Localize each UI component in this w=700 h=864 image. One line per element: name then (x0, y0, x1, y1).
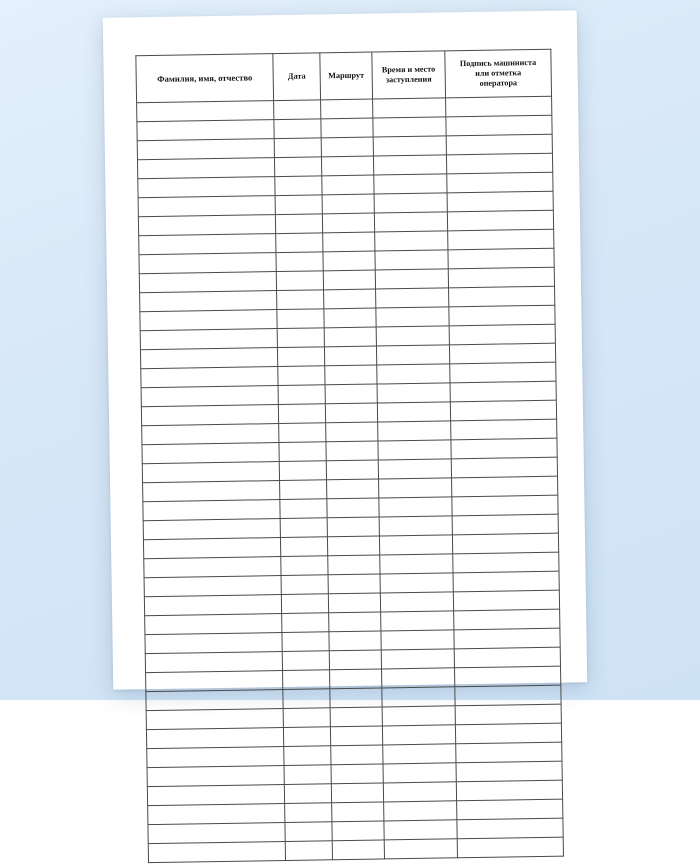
table-cell-date (279, 442, 326, 462)
table-cell-date (277, 328, 324, 348)
table-cell-fio (143, 500, 280, 521)
table-cell-date (280, 499, 327, 519)
table-cell-fio (139, 253, 276, 274)
table-cell-date (282, 613, 329, 633)
table-cell-date (275, 195, 322, 215)
table-cell-fio (148, 823, 285, 844)
column-header-signature: Подпись машиниста или отметка оператора (445, 49, 552, 98)
table-cell-route (325, 365, 377, 385)
table-cell-date (276, 252, 323, 272)
table-cell-fio (142, 462, 279, 483)
table-cell-date (282, 651, 329, 671)
table-cell-sign (449, 305, 555, 326)
table-cell-time (379, 516, 452, 536)
table-cell-route (330, 688, 382, 708)
table-cell-date (275, 214, 322, 234)
table-cell-fio (140, 329, 277, 350)
table-cell-date (276, 233, 323, 253)
table-cell-date (274, 138, 321, 158)
table-cell-fio (141, 386, 278, 407)
table-cell-sign (455, 666, 561, 687)
table-cell-route (329, 612, 381, 632)
table-cell-time (372, 98, 445, 118)
table-cell-sign (452, 514, 558, 535)
table-cell-route (324, 308, 376, 328)
table-cell-date (285, 841, 332, 861)
table-cell-route (328, 593, 380, 613)
table-cell-route (330, 707, 382, 727)
table-cell-fio (140, 348, 277, 369)
column-header-date: Дата (273, 53, 321, 101)
table-cell-route (332, 840, 384, 860)
table-cell-fio (140, 291, 277, 312)
table-cell-fio (141, 367, 278, 388)
table-cell-fio (139, 234, 276, 255)
table-cell-fio (144, 557, 281, 578)
table-cell-time (383, 763, 456, 783)
table-cell-time (377, 402, 450, 422)
column-header-route: Маршрут (320, 52, 373, 100)
table-cell-sign (455, 723, 561, 744)
table-cell-fio (145, 652, 282, 673)
table-cell-time (377, 364, 450, 384)
table-cell-sign (449, 324, 555, 345)
table-cell-date (281, 556, 328, 576)
table-cell-route (326, 441, 378, 461)
table-cell-route (329, 650, 381, 670)
table-cell-time (379, 535, 452, 555)
table-cell-fio (146, 709, 283, 730)
table-cell-date (281, 594, 328, 614)
table-cell-route (332, 821, 384, 841)
table-cell-route (330, 726, 382, 746)
table-cell-route (328, 574, 380, 594)
table-cell-time (380, 573, 453, 593)
table-cell-route (323, 232, 375, 252)
table-cell-fio (147, 747, 284, 768)
table-cell-time (382, 725, 455, 745)
table-cell-route (329, 631, 381, 651)
table-cell-time (384, 820, 457, 840)
table-cell-time (376, 326, 449, 346)
table-cell-sign (446, 96, 552, 117)
table-cell-date (280, 518, 327, 538)
table-cell-date (275, 176, 322, 196)
table-cell-route (321, 137, 373, 157)
table-cell-date (284, 784, 331, 804)
table-cell-date (283, 670, 330, 690)
table-cell-fio (139, 272, 276, 293)
table-cell-fio (138, 196, 275, 217)
table-cell-date (279, 461, 326, 481)
table-cell-date (284, 746, 331, 766)
table-cell-time (382, 706, 455, 726)
table-cell-route (325, 403, 377, 423)
table-cell-fio (145, 633, 282, 654)
table-cell-time (375, 250, 448, 270)
column-header-fio: Фамилия, имя, отчество (136, 54, 274, 103)
table-area (135, 49, 560, 661)
table-cell-sign (453, 590, 559, 611)
column-header-time: Время и место заступления (372, 51, 446, 99)
table-cell-time (383, 744, 456, 764)
table-cell-date (284, 765, 331, 785)
table-cell-route (327, 536, 379, 556)
table-cell-date (275, 157, 322, 177)
table-cell-fio (148, 841, 285, 862)
table-cell-sign (455, 685, 561, 706)
table-cell-sign (448, 229, 554, 250)
table-body (137, 96, 564, 862)
table-cell-route (321, 118, 373, 138)
table-cell-time (373, 117, 446, 137)
table-cell-sign (446, 115, 552, 136)
table-cell-route (325, 384, 377, 404)
log-table (135, 49, 564, 863)
table-cell-time (380, 554, 453, 574)
table-cell-fio (147, 785, 284, 806)
table-cell-time (374, 212, 447, 232)
table-cell-fio (143, 481, 280, 502)
table-cell-time (382, 687, 455, 707)
table-cell-route (331, 783, 383, 803)
table-cell-date (283, 689, 330, 709)
table-cell-date (278, 366, 325, 386)
table-cell-date (277, 309, 324, 329)
table-cell-fio (137, 139, 274, 160)
table-cell-time (380, 611, 453, 631)
table-cell-route (327, 479, 379, 499)
table-cell-fio (143, 519, 280, 540)
table-cell-sign (449, 286, 555, 307)
table-cell-date (274, 100, 321, 120)
table-cell-route (331, 745, 383, 765)
table-cell-date (284, 727, 331, 747)
table-cell-fio (148, 804, 285, 825)
table-cell-route (322, 194, 374, 214)
table-cell-sign (453, 552, 559, 573)
table-cell-sign (449, 343, 555, 364)
table-cell-sign (455, 704, 561, 725)
table-cell-date (278, 404, 325, 424)
table-cell-route (331, 764, 383, 784)
table-cell-sign (447, 210, 553, 231)
table-cell-time (375, 288, 448, 308)
table-cell-sign (457, 799, 563, 820)
table-cell-route (322, 213, 374, 233)
table-cell-sign (454, 628, 560, 649)
table-cell-date (279, 423, 326, 443)
table-cell-sign (447, 172, 553, 193)
table-cell-route (330, 669, 382, 689)
table-cell-time (378, 459, 451, 479)
table-cell-route (321, 156, 373, 176)
table-cell-sign (456, 780, 562, 801)
table-cell-route (322, 175, 374, 195)
table-cell-date (281, 537, 328, 557)
table-cell-time (383, 782, 456, 802)
table-cell-route (326, 422, 378, 442)
table-cell-date (276, 271, 323, 291)
table-cell-time (379, 497, 452, 517)
table-cell-sign (451, 457, 557, 478)
table-cell-time (381, 630, 454, 650)
table-cell-time (375, 269, 448, 289)
table-cell-route (327, 517, 379, 537)
table-cell-sign (450, 362, 556, 383)
table-cell-fio (144, 595, 281, 616)
table-cell-fio (147, 766, 284, 787)
table-cell-sign (446, 153, 552, 174)
table-cell-sign (456, 761, 562, 782)
table-cell-route (324, 289, 376, 309)
table-cell-time (378, 478, 451, 498)
table-cell-sign (453, 571, 559, 592)
table-cell-sign (446, 134, 552, 155)
table-cell-sign (457, 837, 563, 858)
table-cell-date (277, 290, 324, 310)
table-cell-fio (142, 443, 279, 464)
table-cell-time (380, 592, 453, 612)
table-cell-route (332, 802, 384, 822)
table-cell-fio (137, 120, 274, 141)
table-cell-sign (452, 495, 558, 516)
table-cell-sign (457, 818, 563, 839)
table-header-row (136, 49, 552, 103)
table-cell-date (283, 708, 330, 728)
table-cell-time (377, 383, 450, 403)
table-cell-date (278, 347, 325, 367)
table-cell-sign (451, 419, 557, 440)
table-cell-fio (145, 614, 282, 635)
table-cell-date (285, 822, 332, 842)
table-cell-fio (146, 671, 283, 692)
table-cell-sign (456, 742, 562, 763)
table-cell-date (282, 632, 329, 652)
table-cell-date (280, 480, 327, 500)
table-cell-route (328, 555, 380, 575)
table-cell-time (374, 193, 447, 213)
table-cell-sign (450, 400, 556, 421)
table-cell-sign (454, 609, 560, 630)
table-cell-sign (454, 647, 560, 668)
table-cell-route (321, 99, 373, 119)
table-cell-time (377, 421, 450, 441)
table-cell-time (373, 155, 446, 175)
table-cell-route (326, 460, 378, 480)
table-cell-time (378, 440, 451, 460)
table-cell-fio (137, 158, 274, 179)
table-cell-time (376, 345, 449, 365)
table-cell-time (376, 307, 449, 327)
table-header (136, 49, 552, 103)
table-cell-route (323, 270, 375, 290)
table-cell-sign (450, 381, 556, 402)
table-cell-sign (452, 533, 558, 554)
table-cell-time (384, 839, 457, 859)
table-cell-fio (144, 576, 281, 597)
table-cell-route (324, 327, 376, 347)
table-cell-sign (451, 438, 557, 459)
table-cell-time (373, 136, 446, 156)
table-cell-route (323, 251, 375, 271)
table-cell-date (281, 575, 328, 595)
table-cell-fio (143, 538, 280, 559)
table-cell-route (324, 346, 376, 366)
table-cell-fio (138, 215, 275, 236)
table-cell-time (381, 668, 454, 688)
table-cell-date (274, 119, 321, 139)
table-cell-time (374, 174, 447, 194)
table-cell-time (383, 801, 456, 821)
table-cell-fio (146, 690, 283, 711)
table-cell-date (278, 385, 325, 405)
table-cell-fio (137, 101, 274, 122)
table-cell-fio (142, 424, 279, 445)
table-cell-time (381, 649, 454, 669)
table-cell-sign (448, 267, 554, 288)
table-cell-sign (447, 191, 553, 212)
table-cell-fio (138, 177, 275, 198)
table-cell-time (375, 231, 448, 251)
table-cell-sign (448, 248, 554, 269)
table-cell-fio (141, 405, 278, 426)
table-cell-fio (146, 728, 283, 749)
document-page (103, 10, 587, 689)
table-cell-date (285, 803, 332, 823)
table-cell-sign (452, 476, 558, 497)
table-cell-route (327, 498, 379, 518)
table-cell-fio (140, 310, 277, 331)
